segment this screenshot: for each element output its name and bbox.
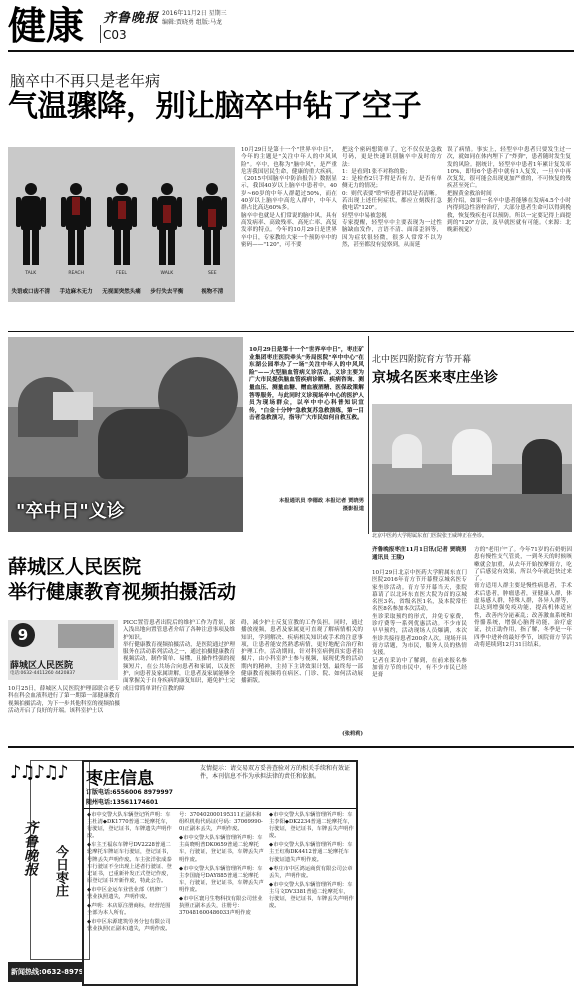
classified-item: ◆市中区东源建筑劳务分包有限公司营业执照(正副本)遗失，声明作废。 [87, 919, 171, 933]
hospital-logo-icon: 9 [11, 623, 35, 647]
figure-caption: 无视面突然头痛 [102, 289, 141, 295]
ad-main-phone2: 随州电话:13561174601 [86, 799, 159, 806]
hospital-building-icon [58, 624, 114, 648]
classified-item: ◆市中交警大队车辆管理所声明：车主王红梅DK4412普通二轮摩托车行驶证遗失声明作废。 [269, 842, 353, 863]
story3-col2: 方的"老用户"了。今年71岁的石奶奶因患有慢性支气管炎，一到冬天的时候咳嗽就会加重，从去年开始按摩膏方，吃了后感觉有效果，所以今年就赶快过来了。 膏方适用人群主要是慢性病患者，手术术后患者，肿瘤患者，亚健康人群，体虚易感人群，特殊人群，各异人群等，以达到增强免疫功能，提高机体适应性，改善内分泌紊乱；改善激血系统和骨骼系统，增强心脑肾功能，治疗虚证，扶正助作用，指了解，冬季是一年四季中进补的最好季节，该院膏方节活动将延续到12月31日结束。 [474, 547, 572, 648]
paper-name: 齐鲁晚报 [103, 11, 160, 26]
ad-main-title: 枣庄信息 [86, 769, 154, 789]
classified-item: ◆市中区寰月生物科技有限公司营业执照正副本丢失，注册号：370481600486033声明作废 [179, 896, 263, 917]
classified-item: ◆市中区金运车业营业部（机修厂）营业执照遗失，声明作废。 [87, 886, 171, 901]
header-decor [100, 25, 101, 43]
story4-col2: PICC置管患者出院后的维护工作为背景，深入浅出地向置管患者介绍了各种注意事项及维护知识。 举行健康教育视频拍摄活动，是医院通过护理服务在活动系列活动之一，通过拍摄健康教育视频活动，制作简单、易懂，且操作性强的视频短片，在公共场合向患者和家属，以及医护，向患者及家属讲解，让患者及家属能够全面掌握关于自身疾病的康复知识，避免护士完成日常简单讲行宣教的障 [123, 620, 235, 692]
story4-headline-line1: 薛城区人民医院 [8, 556, 142, 578]
ad-left-side-text: 今日枣庄 [53, 845, 68, 897]
hospital-logo-phone: 电话:0632-4411260 4420837 [10, 671, 76, 676]
story1-col1: 10月29日是第十一个"世界卒中日"，今年的主题是"关注中年人的中风风险"。卒中，也称为"脑中风"，是严重危害我国居民生命，健康的重大疾病。《2015中国脑卒中防治报告》数据显示，我国40岁以上脑卒中患者中，40岁~60岁的中年人群超过50%，而在40岁以上脑卒中高危人群中，中年人群占比高达60%多。 脑卒中也就是人们常说的脑中风，具有高发病率、高致残率、高死亡率、高复发率的特点。今年的10月29日是世界卒中日，专家教给大家一个预防卒中的密码——"120"，可不要 [241, 147, 337, 248]
story1-col2: 把这个密码想简单了，它不仅仅是急救号码，更是快速识别脑卒中及时的方法： 1：是看到1张不对称的脸； 2：是检查2只手臂是否有力，是否有单侧无力的情况； 0：则代表要"聆"听患者讲话是否清晰。 若出现上述任何症状，都应立刻拨打急救电话"120"。 轻型卒中易被忽视 专家提醒，轻型卒中主要表现为一过性脑缺血发作，言语不清、面部歪斜等，因为症状很轻微，很多人常常不以为然，甚至都没有觉察到，从而延 [342, 147, 442, 248]
story2-byline: 本报通讯员 李德政 本报记者 贾晓男 摄影报道 [279, 498, 364, 512]
ad-main-phone1: 订版电话:6556006 8979997 [86, 789, 173, 796]
figures-row [8, 153, 235, 273]
story3-byline: 齐鲁晚报枣庄11月1日讯(记者 贾晓男 通讯员 王陵) [372, 547, 467, 561]
classified-item: 号：370402000195311正副本和组织机构代码证(号码：37069990-0)正副本丢失，声明作废。 [179, 812, 263, 833]
ad-left-paper-name: 齐鲁晚报 [22, 820, 38, 876]
story3-kicker: 北中医四附院育方节开幕 [372, 355, 472, 365]
person-figure-icon [19, 183, 43, 273]
classified-item: ◆市中交警大队车辆管理所声明：车主李国鹿号DAY885普通二轮摩托车，行驶证，登记证书，车牌丢失声明作废。 [179, 865, 264, 893]
ads-top-rule [8, 746, 574, 748]
figure-label: SEE [208, 271, 217, 276]
figure-label: FEEL [116, 271, 127, 276]
doctor-consult-photo [372, 404, 572, 532]
figure-label: WALK [160, 271, 174, 276]
divider-vertical [368, 336, 369, 534]
figure-caption: 失语或口齿不清 [11, 289, 50, 295]
classified-item: ◆车主王福东车牌号DV2228普通二轮摩托车牌证车行驶证，登记证书，号牌丢失声明作废。车主张洋张成泰车行驶证不全出现上述者行驶证、登记证书，已重新补发正式登记作废，原登记证书开新作废，特此公告。 [87, 842, 172, 884]
ad-main-inner-rule [84, 808, 356, 809]
classified-item: ◆市中交警大队车辆管理所声明：车主李阳◆DK2234普通二轮摩托车，行驶证，登记证书，车牌丢失声明作废。 [269, 812, 354, 840]
figure-caption: 步行失去平衡 [150, 289, 184, 295]
story4-byline: (张莉莉) [342, 731, 363, 737]
date-line: 2016年11月2日 星期三 [162, 10, 227, 17]
ad-main-col1 [87, 812, 175, 982]
story2-body: 10月29日是第十一个"世界卒中日"，枣庄矿业集团枣庄医院牵头"务局医院"卒中中心"在东湖公园举办了一场"关注中年人的中风风险"——大型脑血管病义诊活动。义诊主要为广大市民提供脑血管疾病诊断、疾病咨询、测量血压、测量血糖、赠血液酒精、医保政策解答等服务，与此同时义诊现场卒中心的医护人员为现场群众，以卒中中心科普知识宣传，"白金十分钟"急救复苏急救演练，第一目击者急救演习，指导广大市民如何自救互救。 [249, 347, 364, 422]
story1-kicker: 脑卒中不再只是老年病 [10, 72, 161, 90]
story3-col1: 10月29日北京中医药大学附属东直门医院2016年育方节开幕暨京城名医专家坐诊活动。育方节开幕当天，张院幕请了以北环东直医大院为首的京城名医3名，省级名医1名，及本院常任名医8名参加本次活动。 坐诊采取预约的形式，并免专家费，诊疗费等一系列优惠活动。不少市民早早预约，活动现场人员爆满，本次坐诊共接待患者200余人次。现场开具膏方话题，为市民，服务人员的热情支援。 记者在采访中了解到，在前来报名参加膏方节的市民中，有不少市民已经是膏 [372, 570, 467, 679]
story1-bottom-rule [8, 331, 574, 332]
classified-item: ◆枣庄市中区鸿运商贸有限公司公章丢失，声明作废。 [269, 865, 353, 879]
ad-left-decoration: ♪♫♪♫♪ [10, 762, 67, 783]
person-figure-icon [155, 183, 179, 273]
story4-col1: 10月25日，薛城区人民医院护理部联合老专科在科会血液科进行了第一期第一部健康教育视频拍摄活动，为下一步其他科室的视频拍摄活动开启了良好的开端。该科室护士以 [8, 686, 120, 714]
person-figure-icon [64, 183, 88, 273]
figure-caption: 手边麻木无力 [59, 289, 93, 295]
classified-item: ◆市中交警大队车辆登记所声明：车主杜清◆DK1770普通二轮摩托车，行驶证，登记证书，车牌遗失声明作废。 [87, 812, 172, 840]
page-code: C03 [103, 28, 127, 42]
classified-item: ◆声明：本店原注册商标，经营范围全部为本人所有。 [87, 903, 171, 917]
editor-line: 编辑:贾晓勇 组版:马龙 [162, 19, 222, 26]
hospital-logo-text: 薛城区人民医院 [10, 661, 74, 671]
section-title: 健康 [8, 4, 85, 48]
ad-main-col2 [179, 812, 265, 982]
clinic-photo-caption: "卒中日"义诊 [16, 501, 125, 522]
story4-col3: 碍，减少护士反复宣教的工作负担。同时，通过播放视频，患者及家属更可直观了解病情相关的知识，学到解决、疾病相关知识或手术的注意事项，让患者能安然熟悉病情，更好地配合治疗和护理工作。活动期间，针对科室病例真实患者拍摄片，由小科室护士参与视频，展现优秀的活动期内的精神，主持下主讲效果计划，最终每一部健康教育视频将在病区、门诊、院、如何活动展播新版。 [241, 620, 363, 685]
story4-headline-line2: 举行健康教育视频拍摄活动 [8, 581, 237, 603]
story1-headline: 气温骤降，别让脑卒中钻了空子 [8, 89, 421, 124]
figure-label: REACH [68, 271, 84, 276]
classified-item: ◆市中交警大队车辆管理所声明：车主高晓明普DK0659普通二轮摩托车，行驶证，登记证书，车牌丢失声明作废。 [179, 835, 264, 863]
classified-item: ◆市中交警大队车辆管理所声明：车主马文DV3381普通二轮摩托车，行驶证，登记证书，车牌丢失声明作废。 [269, 881, 354, 910]
stroke-signs-illustration [8, 147, 235, 302]
doctor-photo-caption: 北京中医药大学附属东直门医院张王威坤正在坐诊。 [372, 533, 488, 539]
person-figure-icon [200, 183, 224, 273]
figure-label: TALK [25, 271, 37, 276]
story3-headline: 京城名医来枣庄坐诊 [372, 370, 498, 386]
figure-caption: 视物不清 [201, 289, 224, 295]
story1-col3: 误了病情。事实上，轻型卒中患者只要发生过一次，就如同在体内埋下了"炸弹"，患者随时发生复发的风险。据统计，轻型卒中患者1年累计复发率10%，即每6个患者中就有1人复发，一旦卒中再次复发，很可能会出现更加严重的，不可恢复的残疾甚至死亡。 把握黄金救治时间 据介绍，如果一名卒中患者能够在发病4.5个小时内得到急性溶栓治疗，大部分患者生命可以得到挽救，恢复残疾也可以预防。所以一定要记得上面提到的"120"方法，及早就医就有可能。（来源：北晚新视觉） [447, 147, 571, 234]
person-figure-icon [110, 183, 134, 273]
ad-left-hotline: 新闻热线:0632-8979991 [8, 962, 82, 982]
header-rule [8, 50, 574, 52]
ad-main-col3 [269, 812, 354, 982]
ad-main-notice: 友情提示：请交易双方妥善查验对方的相关手续和有效证件，本刊信息不作为承担法律的责任和依据。 [200, 765, 351, 780]
